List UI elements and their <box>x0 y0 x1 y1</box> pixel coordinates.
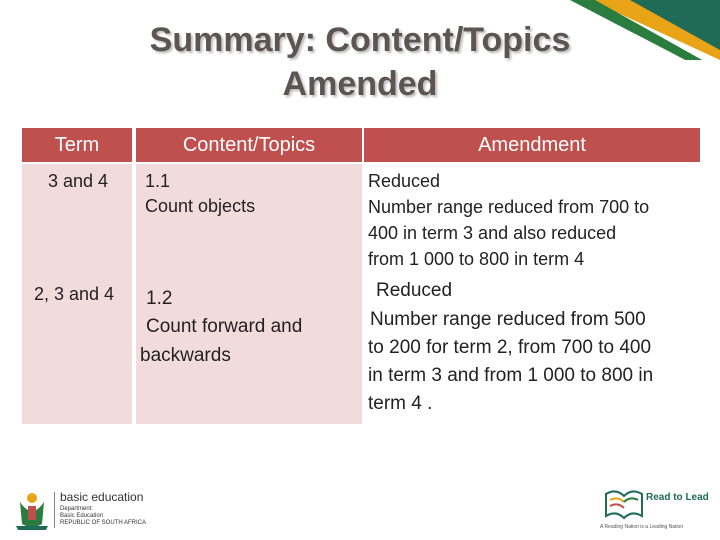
table-row-2-content-cell <box>136 272 362 424</box>
row-1-content-number: 1.1 <box>145 171 171 191</box>
header-term: Term <box>22 128 132 162</box>
right-logo-tagline: A Reading Nation is a Leading Nation <box>600 524 684 530</box>
coat-of-arms-icon <box>12 490 52 532</box>
left-logo-title: basic education <box>60 490 144 504</box>
right-logo-title: Read to Lead <box>646 492 709 503</box>
open-book-icon <box>604 488 644 522</box>
row-1-amend-line-3: 400 in term 3 and also reduced <box>368 223 617 243</box>
amendments-table <box>22 128 700 424</box>
row-2-term: 2, 3 and 4 <box>34 284 115 304</box>
page-title-line-1: Summary: Content/Topics <box>149 21 571 59</box>
table-row-2-term-cell <box>22 272 132 424</box>
basic-education-logo <box>12 490 192 532</box>
row-1-content-line-1: Count objects <box>145 196 256 216</box>
row-2-amend-line-2: Number range reduced from 500 <box>370 309 646 330</box>
read-to-lead-logo <box>600 488 710 534</box>
row-2-content-line-1: Count forward and <box>146 316 303 337</box>
row-1-amend-line-1: Reduced <box>368 171 441 191</box>
header-amendment: Amendment <box>364 128 700 162</box>
row-2-amend-line-3: to 200 for term 2, from 700 to 400 <box>368 337 652 358</box>
table-row-1-amendment-cell <box>364 164 700 274</box>
table-row-2-amendment-cell <box>364 274 700 424</box>
row-2-content-line-2: backwards <box>140 345 231 366</box>
header-content: Content/Topics <box>136 128 362 162</box>
left-logo-sub-2: Basic Education <box>60 513 104 519</box>
row-2-amend-line-1: Reduced <box>376 280 453 301</box>
page-title-line-2: Amended <box>282 65 438 103</box>
left-logo-sub-3: REPUBLIC OF SOUTH AFRICA <box>60 520 147 526</box>
row-2-amend-line-4: in term 3 and from 1 000 to 800 in <box>368 365 654 386</box>
row-2-content-number: 1.2 <box>146 288 173 309</box>
row-1-amend-line-4: from 1 000 to 800 in term 4 <box>368 249 585 269</box>
page-title <box>0 18 720 106</box>
row-2-amend-line-5: term 4 . <box>368 393 433 414</box>
left-logo-sub-1: Department: <box>60 506 94 512</box>
row-1-amend-line-2: Number range reduced from 700 to <box>368 197 650 217</box>
row-1-term: 3 and 4 <box>48 171 109 191</box>
